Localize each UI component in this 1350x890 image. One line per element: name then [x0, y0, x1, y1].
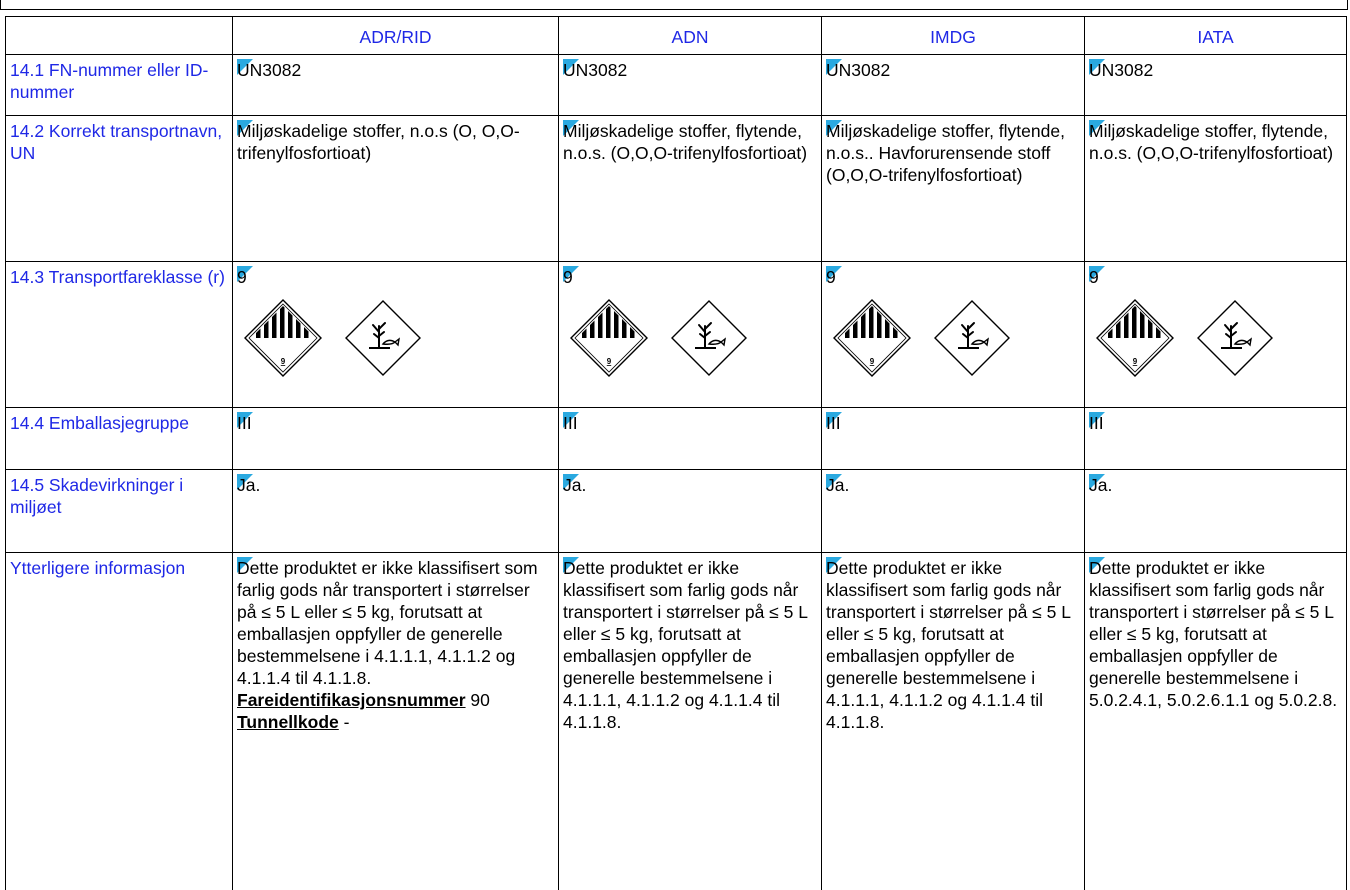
row-label-hazard-class: 14.3 Transportfareklasse (r) [6, 262, 233, 408]
svg-text:9: 9 [869, 357, 875, 366]
class-9-hazard-label-icon [569, 298, 649, 378]
edit-marker-icon: Miljøskadelige stoffer, flytende, n.o.s. (O,O,O-trifenylfosfortioat) [563, 120, 817, 164]
cell-hazard-class [559, 262, 822, 408]
class-9-hazard-label-icon [832, 298, 912, 378]
cell-environmental [233, 470, 559, 553]
cell-shipping-name [559, 116, 822, 262]
edit-marker-icon: Dette produktet er ikke klassifisert som farlig gods når transportert i størrelser på ≤ 5 L eller ≤ 5 kg, forutsatt at emballasjen oppfyller de generelle bestemmelsene i 5.0.2.4.1, 5.0.2.6.1.1 og 5.0.2.8. [1089, 557, 1342, 711]
cell-un-number [1085, 55, 1347, 116]
cell-un-number [233, 55, 559, 116]
edit-marker-icon: III [237, 413, 252, 433]
row-hazard-class [6, 262, 1347, 408]
transport-info-table [5, 16, 1347, 890]
edit-marker-icon: UN3082 [1089, 60, 1154, 80]
class-9-hazard-label-icon [1095, 298, 1175, 378]
hazard-pictograms [569, 298, 817, 378]
cell-shipping-name [233, 116, 559, 262]
row-packing-group [6, 408, 1347, 470]
cell-environmental [1085, 470, 1347, 553]
cell-hazard-class [1085, 262, 1347, 408]
cell-additional-info [822, 553, 1085, 890]
hazard-id-value: 90 [470, 690, 490, 710]
svg-text:9: 9 [606, 357, 612, 366]
edit-marker-icon: III [826, 413, 841, 433]
header-row [6, 17, 1347, 55]
row-label-environmental: 14.5 Skadevirkninger i miljøet [6, 470, 233, 553]
environment-hazard-icon [932, 298, 1012, 378]
row-label-shipping-name: 14.2 Korrekt transportnavn, UN [6, 116, 233, 262]
cell-environmental [559, 470, 822, 553]
cell-shipping-name [1085, 116, 1347, 262]
cell-packing-group [822, 408, 1085, 470]
edit-marker-icon: III [1089, 413, 1104, 433]
edit-marker-icon: Ja. [237, 475, 261, 495]
edit-marker-icon: 9 [826, 267, 836, 287]
row-additional-info [6, 553, 1347, 890]
edit-marker-icon: Miljøskadelige stoffer, flytende, n.o.s. (O,O,O-trifenylfosfortioat) [1089, 120, 1342, 164]
edit-marker-icon: Miljøskadelige stoffer, n.o.s (O, O,O-trifenylfosfortioat) [237, 120, 554, 164]
row-shipping-name [6, 116, 1347, 262]
row-un-number [6, 55, 1347, 116]
edit-marker-icon: UN3082 [563, 60, 628, 80]
edit-marker-icon: Ja. [563, 475, 587, 495]
cell-environmental [822, 470, 1085, 553]
column-header-iata: IATA [1085, 17, 1347, 55]
edit-marker-icon: Dette produktet er ikke klassifisert som farlig gods når transportert i størrelser på ≤ 5 L eller ≤ 5 kg, forutsatt at emballasjen oppfyller de generelle bestemmelsene i 4.1.1.1, 4.1.1.2 og 4.1.1.4 til 4.1.1.8. [237, 557, 554, 689]
edit-marker-icon: 9 [237, 267, 247, 287]
row-label-un-number: 14.1 FN-nummer eller ID-nummer [6, 55, 233, 116]
tunnel-code-label: Tunnellkode [237, 712, 339, 732]
cell-shipping-name [822, 116, 1085, 262]
svg-text:9: 9 [1132, 357, 1138, 366]
edit-marker-icon: Ja. [1089, 475, 1113, 495]
edit-marker-icon: 9 [1089, 267, 1099, 287]
column-header-imdg: IMDG [822, 17, 1085, 55]
edit-marker-icon: Dette produktet er ikke klassifisert som farlig gods når transportert i størrelser på ≤ 5 L eller ≤ 5 kg, forutsatt at emballasjen oppfyller de generelle bestemmelsene i 4.1.1.1, 4.1.1.2 og 4.1.1.4 til 4.1.1.8. [563, 557, 817, 733]
environment-hazard-icon [669, 298, 749, 378]
edit-marker-icon: Dette produktet er ikke klassifisert som farlig gods når transportert i størrelser på ≤ 5 L eller ≤ 5 kg, forutsatt at emballasjen oppfyller de generelle bestemmelsene i 4.1.1.1, 4.1.1.2 og 4.1.1.4 til 4.1.1.8. [826, 557, 1080, 733]
hazard-pictograms [832, 298, 1080, 378]
row-label-packing-group: 14.4 Emballasjegruppe [6, 408, 233, 470]
page-top-frame [0, 0, 1348, 10]
cell-packing-group [559, 408, 822, 470]
cell-hazard-class [822, 262, 1085, 408]
hazard-id-label: Fareidentifikasjonsnummer [237, 690, 466, 710]
row-label-additional-info: Ytterligere informasjon [6, 553, 233, 890]
cell-hazard-class [233, 262, 559, 408]
hazard-pictograms [1095, 298, 1342, 378]
edit-marker-icon: UN3082 [826, 60, 891, 80]
cell-un-number [822, 55, 1085, 116]
edit-marker-icon: UN3082 [237, 60, 302, 80]
header-empty-cell [6, 17, 233, 55]
row-environmental [6, 470, 1347, 553]
edit-marker-icon: Miljøskadelige stoffer, flytende, n.o.s.. Havforurensende stoff (O,O,O-trifenylfosfortioat) [826, 120, 1080, 186]
cell-un-number [559, 55, 822, 116]
edit-marker-icon: Ja. [826, 475, 850, 495]
cell-packing-group [1085, 408, 1347, 470]
class-9-hazard-label-icon [243, 298, 323, 378]
hazard-pictograms [243, 298, 554, 378]
edit-marker-icon: III [563, 413, 578, 433]
cell-additional-info [233, 553, 559, 890]
cell-additional-info [559, 553, 822, 890]
cell-additional-info [1085, 553, 1347, 890]
environment-hazard-icon [343, 298, 423, 378]
column-header-adn: ADN [559, 17, 822, 55]
tunnel-code-value: - [343, 712, 350, 732]
column-header-adr-rid: ADR/RID [233, 17, 559, 55]
environment-hazard-icon [1195, 298, 1275, 378]
edit-marker-icon: 9 [563, 267, 573, 287]
cell-packing-group [233, 408, 559, 470]
svg-text:9: 9 [280, 357, 286, 366]
